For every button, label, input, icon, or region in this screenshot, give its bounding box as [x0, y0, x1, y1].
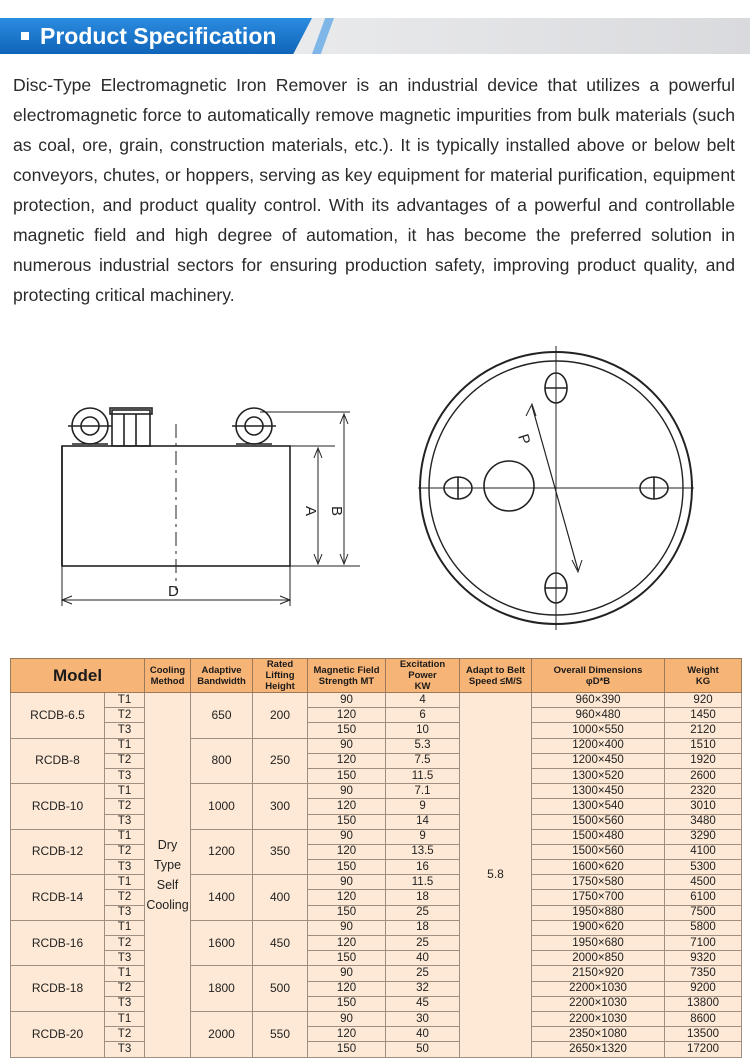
excitation-power: 50	[386, 1042, 460, 1057]
table-row	[11, 738, 742, 753]
field-strength: 120	[308, 936, 386, 951]
field-strength: 150	[308, 814, 386, 829]
square-bullet-icon	[21, 32, 29, 40]
field-strength: 90	[308, 875, 386, 890]
lifting-height: 350	[253, 829, 308, 875]
lifting-height: 200	[253, 693, 308, 739]
table-header-row	[11, 659, 742, 693]
model-name: RCDB-16	[11, 920, 105, 966]
overall-dimensions: 1500×480	[532, 829, 665, 844]
weight: 3480	[665, 814, 742, 829]
table-row	[11, 1027, 742, 1042]
bandwidth: 650	[191, 693, 253, 739]
excitation-power: 11.5	[386, 768, 460, 783]
field-strength: 150	[308, 723, 386, 738]
cooling-word: Self	[156, 877, 179, 892]
col-height: Rated Lifting Height	[253, 659, 308, 693]
weight: 4500	[665, 875, 742, 890]
excitation-power: 4	[386, 693, 460, 708]
weight: 3290	[665, 829, 742, 844]
table-row	[11, 708, 742, 723]
weight: 5800	[665, 920, 742, 935]
overall-dimensions: 960×480	[532, 708, 665, 723]
overall-dimensions: 1000×550	[532, 723, 665, 738]
excitation-power: 40	[386, 1027, 460, 1042]
model-type: T2	[105, 799, 145, 814]
weight: 1510	[665, 738, 742, 753]
col-power: Excitation Power KW	[386, 659, 460, 693]
bandwidth: 800	[191, 738, 253, 784]
col-strength: Magnetic Field Strength MT	[308, 659, 386, 693]
overall-dimensions: 2150×920	[532, 966, 665, 981]
excitation-power: 32	[386, 981, 460, 996]
overall-dimensions: 2200×1030	[532, 981, 665, 996]
weight: 7350	[665, 966, 742, 981]
excitation-power: 14	[386, 814, 460, 829]
overall-dimensions: 1200×450	[532, 753, 665, 768]
table-row	[11, 844, 742, 859]
field-strength: 150	[308, 905, 386, 920]
weight: 7500	[665, 905, 742, 920]
bandwidth: 1000	[191, 784, 253, 830]
overall-dimensions: 1200×400	[532, 738, 665, 753]
overall-dimensions: 1300×520	[532, 768, 665, 783]
excitation-power: 9	[386, 829, 460, 844]
model-type: T1	[105, 875, 145, 890]
weight: 1450	[665, 708, 742, 723]
field-strength: 90	[308, 829, 386, 844]
weight: 2120	[665, 723, 742, 738]
bandwidth: 1600	[191, 920, 253, 966]
model-name: RCDB-18	[11, 966, 105, 1012]
lifting-lug-right	[232, 408, 276, 444]
label-d: D	[168, 583, 179, 600]
weight: 2320	[665, 784, 742, 799]
header-stripe	[312, 18, 334, 54]
overall-dimensions: 2200×1030	[532, 1011, 665, 1026]
overall-dimensions: 1750×580	[532, 875, 665, 890]
terminal-box	[112, 410, 150, 446]
table-row	[11, 1042, 742, 1057]
weight: 13800	[665, 996, 742, 1011]
overall-dimensions: 1500×560	[532, 814, 665, 829]
model-type: T3	[105, 860, 145, 875]
overall-dimensions: 1300×450	[532, 784, 665, 799]
col-speed: Adapt to Belt Speed ≤M/S	[460, 659, 532, 693]
overall-dimensions: 1600×620	[532, 860, 665, 875]
excitation-power: 11.5	[386, 875, 460, 890]
model-type: T3	[105, 814, 145, 829]
model-type: T1	[105, 784, 145, 799]
cooling-word: Type	[153, 857, 182, 872]
lifting-height: 300	[253, 784, 308, 830]
model-type: T1	[105, 829, 145, 844]
intro-paragraph: Disc-Type Electromagnetic Iron Remover is an industrial device that utilizes a powerful electromagnetic force to automatically remove magnetic impurities from bulk materials (such as coal, ore, grain, construction materials, etc.). It is typically installed above or below belt conveyors, chutes, or hoppers, serving as key equipment for material purification, equipment protection, and product quality control. With its advantages of a powerful and controllable magnetic field and high degree of automation, it has become the preferred solution in numerous industrial sectors for ensuring production safety, improving product quality, and protecting critical machinery.	[13, 75, 735, 305]
model-name: RCDB-10	[11, 784, 105, 830]
technical-drawing	[0, 340, 750, 640]
col-model: Model	[11, 659, 145, 693]
table-row	[11, 1011, 742, 1026]
label-b: B	[328, 506, 345, 517]
field-strength: 120	[308, 890, 386, 905]
excitation-power: 25	[386, 905, 460, 920]
model-type: T3	[105, 1042, 145, 1057]
bandwidth: 1400	[191, 875, 253, 921]
overall-dimensions: 1300×540	[532, 799, 665, 814]
excitation-power: 7.1	[386, 784, 460, 799]
field-strength: 150	[308, 1042, 386, 1057]
model-name: RCDB-8	[11, 738, 105, 784]
overall-dimensions: 960×390	[532, 693, 665, 708]
model-name: RCDB-6.5	[11, 693, 105, 739]
model-type: T3	[105, 996, 145, 1011]
lifting-lug-left	[68, 408, 112, 444]
field-strength: 150	[308, 996, 386, 1011]
weight: 7100	[665, 936, 742, 951]
belt-speed: 5.8	[460, 693, 532, 1058]
section-title: Product Specification	[40, 23, 277, 49]
label-p: P	[514, 431, 534, 447]
field-strength: 90	[308, 693, 386, 708]
model-type: T1	[105, 738, 145, 753]
table-row	[11, 693, 742, 708]
model-name: RCDB-20	[11, 1011, 105, 1057]
field-strength: 90	[308, 966, 386, 981]
overall-dimensions: 2200×1030	[532, 996, 665, 1011]
field-strength: 120	[308, 708, 386, 723]
field-strength: 90	[308, 920, 386, 935]
weight: 2600	[665, 768, 742, 783]
excitation-power: 25	[386, 936, 460, 951]
center-hole	[484, 461, 534, 511]
model-type: T2	[105, 708, 145, 723]
weight: 9200	[665, 981, 742, 996]
overall-dimensions: 1750×700	[532, 890, 665, 905]
lifting-height: 550	[253, 1011, 308, 1057]
weight: 9320	[665, 951, 742, 966]
model-type: T1	[105, 966, 145, 981]
weight: 3010	[665, 799, 742, 814]
excitation-power: 25	[386, 966, 460, 981]
field-strength: 120	[308, 799, 386, 814]
excitation-power: 13.5	[386, 844, 460, 859]
model-type: T2	[105, 844, 145, 859]
table-row	[11, 966, 742, 981]
field-strength: 120	[308, 844, 386, 859]
excitation-power: 18	[386, 890, 460, 905]
col-dimensions: Overall Dimensions φD*B	[532, 659, 665, 693]
model-type: T1	[105, 693, 145, 708]
weight: 4100	[665, 844, 742, 859]
col-weight: Weight KG	[665, 659, 742, 693]
bandwidth: 2000	[191, 1011, 253, 1057]
table-row	[11, 981, 742, 996]
weight: 6100	[665, 890, 742, 905]
lifting-height: 500	[253, 966, 308, 1012]
excitation-power: 40	[386, 951, 460, 966]
lifting-height: 400	[253, 875, 308, 921]
table-row	[11, 768, 742, 783]
overall-dimensions: 1500×560	[532, 844, 665, 859]
table-row	[11, 723, 742, 738]
model-type: T2	[105, 753, 145, 768]
weight: 5300	[665, 860, 742, 875]
table-row	[11, 860, 742, 875]
excitation-power: 45	[386, 996, 460, 1011]
overall-dimensions: 2000×850	[532, 951, 665, 966]
weight: 8600	[665, 1011, 742, 1026]
table-row	[11, 905, 742, 920]
overall-dimensions: 1950×680	[532, 936, 665, 951]
table-row	[11, 753, 742, 768]
weight: 1920	[665, 753, 742, 768]
model-name: RCDB-12	[11, 829, 105, 875]
excitation-power: 10	[386, 723, 460, 738]
table-row	[11, 814, 742, 829]
lifting-height: 450	[253, 920, 308, 966]
weight: 13500	[665, 1027, 742, 1042]
table-row	[11, 784, 742, 799]
field-strength: 120	[308, 753, 386, 768]
model-type: T3	[105, 951, 145, 966]
overall-dimensions: 1900×620	[532, 920, 665, 935]
section-header	[0, 18, 750, 54]
field-strength: 90	[308, 738, 386, 753]
overall-dimensions: 2650×1320	[532, 1042, 665, 1057]
field-strength: 90	[308, 1011, 386, 1026]
table-row	[11, 799, 742, 814]
model-type: T2	[105, 1027, 145, 1042]
table-row	[11, 875, 742, 890]
weight: 920	[665, 693, 742, 708]
excitation-power: 16	[386, 860, 460, 875]
field-strength: 150	[308, 951, 386, 966]
excitation-power: 6	[386, 708, 460, 723]
cooling-word: Dry	[157, 837, 178, 852]
col-cooling: Cooling Method	[145, 659, 191, 693]
table-row	[11, 829, 742, 844]
bandwidth: 1200	[191, 829, 253, 875]
table-row	[11, 936, 742, 951]
model-type: T2	[105, 981, 145, 996]
field-strength: 120	[308, 981, 386, 996]
model-name: RCDB-14	[11, 875, 105, 921]
bandwidth: 1800	[191, 966, 253, 1012]
table-row	[11, 951, 742, 966]
overall-dimensions: 2350×1080	[532, 1027, 665, 1042]
excitation-power: 7.5	[386, 753, 460, 768]
field-strength: 120	[308, 1027, 386, 1042]
overall-dimensions: 1950×880	[532, 905, 665, 920]
model-type: T1	[105, 1011, 145, 1026]
weight: 17200	[665, 1042, 742, 1057]
excitation-power: 18	[386, 920, 460, 935]
table-row	[11, 920, 742, 935]
field-strength: 150	[308, 768, 386, 783]
model-type: T3	[105, 723, 145, 738]
model-type: T3	[105, 768, 145, 783]
table-row	[11, 996, 742, 1011]
field-strength: 90	[308, 784, 386, 799]
model-type: T1	[105, 920, 145, 935]
label-a: A	[302, 506, 319, 517]
table-row	[11, 890, 742, 905]
excitation-power: 5.3	[386, 738, 460, 753]
spec-table	[10, 658, 742, 1058]
spec-table-body	[11, 693, 742, 1058]
excitation-power: 9	[386, 799, 460, 814]
excitation-power: 30	[386, 1011, 460, 1026]
field-strength: 150	[308, 860, 386, 875]
cooling-method	[145, 693, 191, 1058]
model-type: T2	[105, 936, 145, 951]
model-type: T3	[105, 905, 145, 920]
lifting-height: 250	[253, 738, 308, 784]
cooling-word: Cooling	[146, 897, 189, 912]
model-type: T2	[105, 890, 145, 905]
col-bandwidth: Adaptive Bandwidth	[191, 659, 253, 693]
